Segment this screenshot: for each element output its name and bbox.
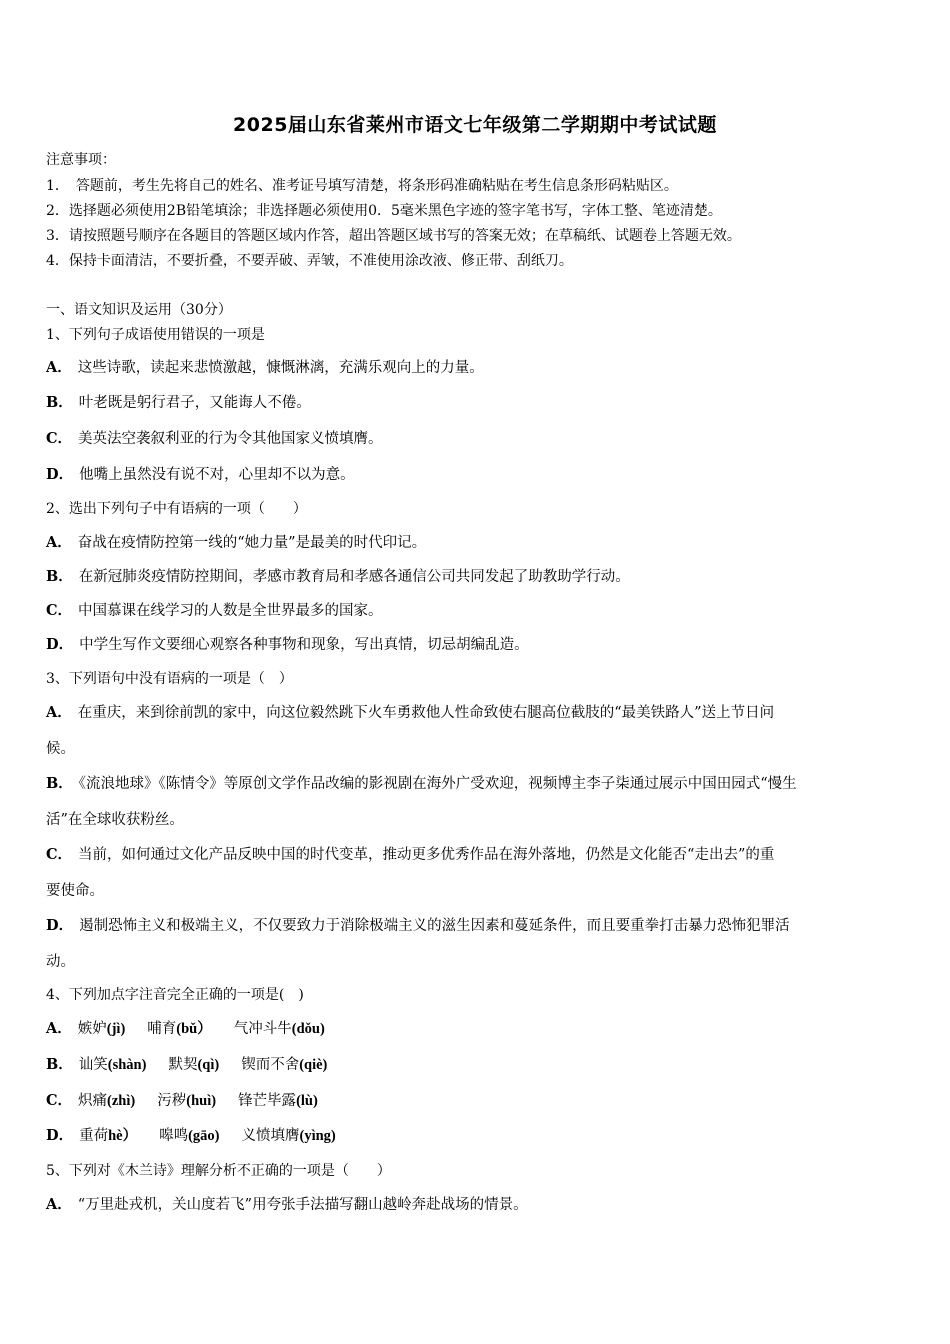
q2-stem: 2、选出下列句子中有语病的一项（ ）: [46, 501, 307, 517]
q4-option-c[interactable]: [46, 1091, 910, 1111]
option-label: A．: [46, 534, 72, 551]
q2-option-a[interactable]: [46, 533, 910, 553]
q3-option-a[interactable]: [46, 703, 910, 723]
notice-item-2: 2．选择题必须使用2B铅笔填涂；非选择题必须使用0．5毫米黑色字迹的签字笔书写，字体工整、笔迹清楚。: [46, 203, 722, 219]
option-text: 在新冠肺炎疫情防控期间，孝感市教育局和孝感各通信公司共同发起了助教助学行动。: [78, 569, 630, 585]
q3-option-c-cont: 要使命。: [46, 883, 104, 899]
notice-item-1: 1． 答题前，考生先将自己的姓名、准考证号填写清楚，将条形码准确粘贴在考生信息条形码粘贴区。: [46, 178, 678, 194]
pinyin: (bǔ）: [176, 1021, 212, 1037]
q1-option-c[interactable]: [46, 429, 910, 449]
option-label: C．: [46, 602, 73, 619]
notice-item-3: 3．请按照题号顺序在各题目的答题区域内作答，超出答题区域书写的答案无效；在草稿纸、试题卷上答题无效。: [46, 228, 741, 244]
pinyin: (qiè): [299, 1057, 328, 1073]
word: 嗥鸣: [159, 1128, 189, 1144]
option-label: B．: [46, 568, 73, 585]
q5-option-a[interactable]: [46, 1195, 910, 1215]
q3-option-b[interactable]: [46, 774, 910, 794]
option-text: 中国慕课在线学习的人数是全世界最多的国家。: [78, 603, 383, 619]
section-heading: 一、语文知识及运用（30分）: [46, 302, 232, 318]
pinyin: (zhì): [107, 1093, 136, 1109]
option-label: A．: [46, 359, 72, 376]
q3-option-d[interactable]: [46, 916, 910, 936]
word: 重荷: [79, 1128, 109, 1144]
option-label: D．: [46, 466, 74, 483]
q3-option-b-cont: 活”在全球收获粉丝。: [46, 812, 184, 828]
notice-item-4: 4．保持卡面清洁，不要折叠，不要弄破、弄皱，不准使用涂改液、修正带、刮纸刀。: [46, 253, 573, 269]
word: 锲而不舍: [241, 1057, 300, 1073]
pinyin: (dǒu): [291, 1021, 325, 1037]
q3-option-c[interactable]: [46, 845, 910, 865]
option-text: 当前，如何通过文化产品反映中国的时代变革，推动更多优秀作品在海外落地，仍然是文化能否“走出去”的重: [78, 847, 775, 863]
option-label: D．: [46, 1127, 74, 1144]
q3-stem: 3、下列语句中没有语病的一项是（ ）: [46, 671, 293, 687]
q1-option-b[interactable]: [46, 393, 910, 413]
pinyin: (yìng): [299, 1128, 336, 1144]
option-text: 奋战在疫情防控第一线的“她力量”是最美的时代印记。: [77, 535, 427, 551]
word: 哺育: [147, 1021, 177, 1037]
q5-stem: 5、下列对《木兰诗》理解分析不正确的一项是（ ）: [46, 1163, 391, 1179]
q3-option-a-cont: 候。: [46, 741, 75, 757]
word: 污秽: [157, 1093, 187, 1109]
option-text: 美英法空袭叙利亚的行为令其他国家义愤填膺。: [78, 431, 383, 447]
q1-stem: 1、下列句子成语使用错误的一项是: [46, 327, 265, 343]
option-label: B．: [46, 1056, 73, 1073]
q1-option-d[interactable]: [46, 465, 910, 485]
q4-option-a[interactable]: [46, 1019, 910, 1039]
option-text: 《流浪地球》《陈情令》等原创文学作品改编的影视剧在海外广受欢迎，视频博主李子柒通过展示中国田园式“慢生: [78, 776, 797, 792]
option-label: C．: [46, 1092, 73, 1109]
q2-option-c[interactable]: [46, 601, 910, 621]
word: 讪笑: [78, 1057, 108, 1073]
option-text: 在重庆，来到徐前凯的家中，向这位毅然跳下火车勇救他人性命致使右腿高位截肢的“最美铁路人”送上节日问: [77, 705, 775, 721]
option-text: 叶老既是躬行君子，又能诲人不倦。: [78, 395, 311, 411]
word: 义愤填膺: [241, 1128, 300, 1144]
q2-option-d[interactable]: [46, 635, 910, 655]
q4-option-d[interactable]: [46, 1126, 910, 1146]
option-label: C．: [46, 846, 73, 863]
option-label: D．: [46, 636, 74, 653]
option-label: B．: [46, 394, 73, 411]
q4-stem: 4、下列加点字注音完全正确的一项是( ): [46, 987, 304, 1003]
q3-option-d-cont: 动。: [46, 954, 75, 970]
option-label: A．: [46, 1196, 72, 1213]
pinyin: (lù): [296, 1093, 318, 1109]
word: 锋芒毕露: [238, 1093, 297, 1109]
page-title: 2025届山东省莱州市语文七年级第二学期期中考试试题: [233, 114, 717, 136]
notice-heading: 注意事项：: [46, 152, 116, 168]
option-label: A．: [46, 704, 72, 721]
word: 气冲斗牛: [233, 1021, 292, 1037]
pinyin: (qì): [197, 1057, 220, 1073]
option-label: D．: [46, 917, 74, 934]
q1-option-a[interactable]: [46, 358, 910, 378]
word: 默契: [168, 1057, 198, 1073]
option-label: B．: [46, 775, 73, 792]
word: 嫉妒: [77, 1021, 107, 1037]
option-text: “万里赴戎机，关山度若飞”用夸张手法描写翻山越岭奔赴战场的情景。: [77, 1197, 528, 1213]
option-text: 遏制恐怖主义和极端主义，不仅要致力于消除极端主义的滋生因素和蔓延条件，而且要重拳打击暴力恐怖犯罪活: [79, 918, 790, 934]
q4-option-b[interactable]: [46, 1055, 910, 1075]
pinyin: (jì): [106, 1021, 126, 1037]
option-label: C．: [46, 430, 73, 447]
pinyin: (huì): [186, 1093, 217, 1109]
pinyin: (shàn): [107, 1057, 147, 1073]
pinyin: hè）: [108, 1128, 138, 1144]
q2-option-b[interactable]: [46, 567, 910, 587]
word: 炽痛: [78, 1093, 108, 1109]
option-text: 中学生写作文要细心观察各种事物和现象，写出真情，切忌胡编乱造。: [79, 637, 529, 653]
option-label: A．: [46, 1020, 72, 1037]
option-text: 他嘴上虽然没有说不对，心里却不以为意。: [79, 467, 355, 483]
option-text: 这些诗歌，读起来悲愤激越，慷慨淋漓，充满乐观向上的力量。: [77, 360, 484, 376]
pinyin: (gāo): [188, 1128, 220, 1144]
